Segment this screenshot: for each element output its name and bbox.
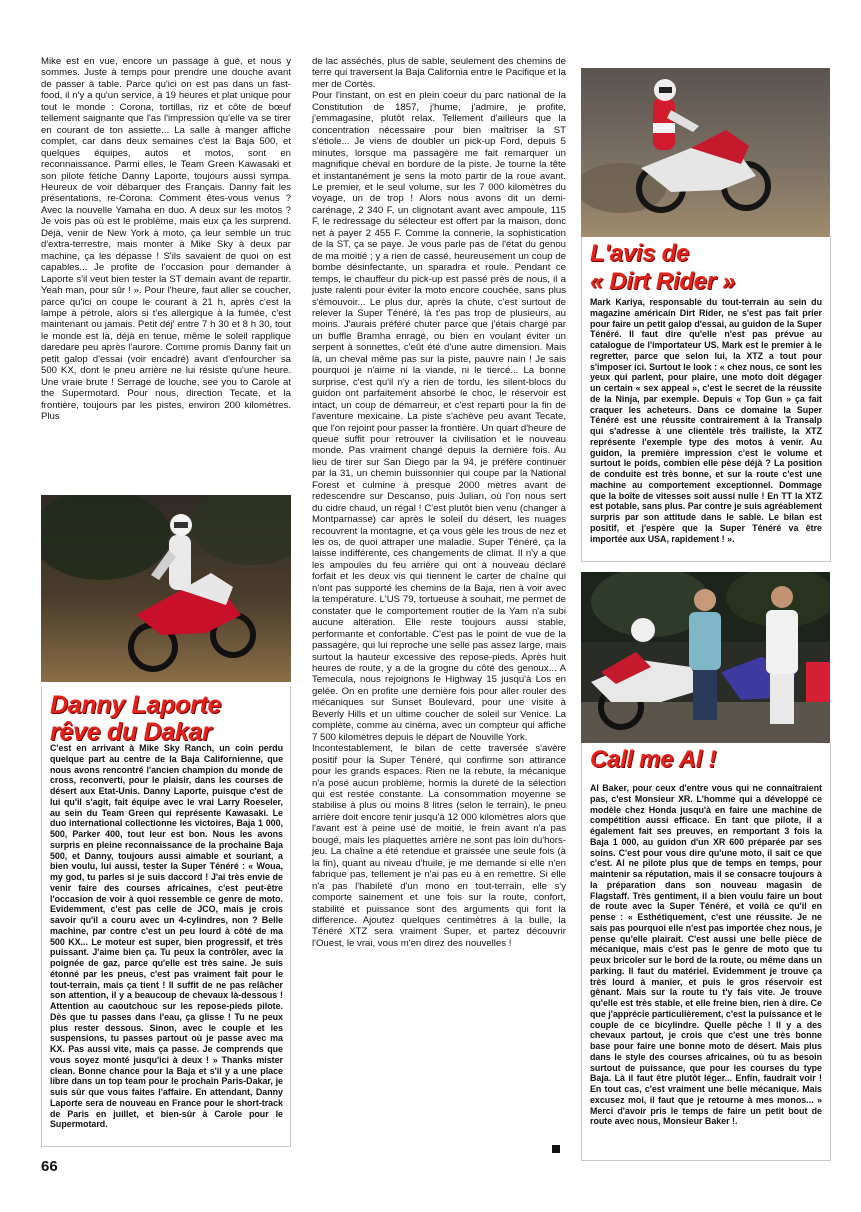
headline-line-1: L'avis de bbox=[590, 240, 690, 267]
headline-line-1: Danny Laporte bbox=[50, 691, 222, 719]
sidebar-laporte-text: C'est en arrivant à Mike Sky Ranch, un coin perdu quelque part au centre de la Baja Californienne, que nous avons rencontré l'ancien champion du monde de cross, reconverti, pour le plaisir, dans les courses de désert aux Etat-Unis. Danny Laporte, puisque c'est de lui qu'il s'agit, fait équipe avec le vrai Larry Roeseler, au sein du Team Green qui représente Kawasaki. Le duo international collectionne les victoires, Baja 1 000, 500, Parker 400, tout leur est bon. Nous les avons surpris en pleine reconnaissance de la prochaine Baja 500, et Danny, toujours aussi aimable et souriant, a bien voulu, lui aussi, tester la Super Ténéré : « Woua, my god, tu parles si je suis daccord ! J'ai très envie de venir faire des courses africaines, c'est peut-être l'occasion de voir à quoi ressemble ce genre de moto. Evidemment, c'est pas celle de JCO, mais je crois savoir qu'il a couru avec un 4-cylindres, non ? Belle machine, par contre c'est un peu lourd à côté de ma 500 KX... Le moteur est super, bien progressif, et très puissant. J'aime bien ça. Tu peux la contrôler, avec la poignée de gaz, parce qu'elle est très saine. Je suis étonné par les pneus, c'est pas vraiment fait pour le tout-terrain, mais ça tient ! Il suffit de ne pas relâcher son attention, il y a beaucoup de chevaux là-dessous ! Attention au caoutchouc sur les repose-pieds pilote. Dès que tu passes dans l'eau, ça glisse ! Tu ne peux plus rester dessous. Sinon, avec le couple et les suspensions, tu passes partout où je passe avec ma KX. Pas aussi vite, mais ça passe. Je comprends que vous soyez monté jusqu'ici à deux ! » Thanks mister clean. Bonne chance pour la Baja et s'il y a une place libre dans un top team pour le prochain Paris-Dakar, je suis sûr que vous faites l'affaire. En attendant, Danny Laporte sera de nouveau en France pour le short-track de Paris en juillet, et bien-sûr à Carole pour le Supermotard. bbox=[50, 743, 283, 1130]
headline-danny-laporte bbox=[50, 692, 290, 746]
sidebar-dirt-rider bbox=[590, 297, 822, 544]
article-paragraph: de lac asséchés, plus de sable, seulement des chemins de terre qui traversent la Baja California entre le Pacifique et la mer de Cortès. bbox=[312, 56, 566, 90]
photo-mark-kariya-riding bbox=[581, 68, 830, 237]
photo-al-baker-group bbox=[581, 572, 830, 743]
article-paragraph: Pour l'instant, on est en plein coeur du parc national de la Constitution de 1857, j'hume, j'admire, je profite, j'emmagasine, plutôt relax. Tellement d'ailleurs que la concentration nécessaire pour bien maîtriser la ST s'étiole... Je viens de doubler un pick-up Ford, depuis 5 minutes, lorsque ma passagère me fait remarquer un magnifique cheval en bordure de la piste. Je tourne la tête et instantanément je sens la moto partir de la roue avant. Le premier, et le seul volume, sur les 7 000 kilomètres du voyage, un de trop ! Alors nous avons dit un demi-carénage, 2 340 F, un clignotant avant avec ampoule, 115 F, le redressage du sélecteur est offert par la maison, donc net à payer 2 455 F. Comme la connerie, la sophistication de la ST, ça se paye. Je vous parle pas de l'état du genou de ma moitié ; y a rien de cassé, heureusement un coup de bombe désinfectante, un sparadra et roule. Pendant ce temps, le chauffeur du pick-up est passé près de nous, il a juste ralenti pour éviter la moto encore couchée, sans plus s'émouvoir... Le plus dur, après la chute, c'est surtout de relever la Super Ténéré, là t'es pas trop de plusieurs, au moins. J'aurais préféré chuter parce que j'étais chargé par un buffle Bramha enragé, ou bien en voulant éviter un serpent à sonnettes, c'eût été d'une autre dimension. Mais là, un cheval même pas sur la piste, pauvre nain ! Je sais pourquoi je n'aime ni la viande, ni le tiercé... La bonne surprise, c'est qu'il n'y a rien de tordu, les silent-blocs du guidon ont parfaitement absorbé le choc, le réservoir est intact, un coup de démarreur, et c'est reparti pour la fin de l'aventure mexicaine. La piste s'achève peu avant Tecate, que l'on rejoint pour passer la frontière. Un quart d'heure de queue suffit pour retrouver la civilisation et le nouveau monde. Pas vraiment changé depuis la dernière fois. Au lieu de tirer sur San Diego par la 94, je préfère continuer par la 31, un chemin buissonnier qui coupe par la National Forest et culmine à presque 2000 mètres avant de redescendre sur Descanso, puis Julian, où l'on nous sert du cidre chaud, un régal ! C'est plutôt bien venu (changer à Montparnasse) car après le soleil du désert, les nuages recouvrent la montagne, et ça vous gèle les trous de nez et les os, de quoi attraper une maladie. Super Ténéré, ça la laisse indifférente, ces changements de climat. Il n'y a que les ampoules du feu arrière qui ont à nouveau déclaré forfait et les deux vis qui tiennent le carter de chaîne qui n'ont pas supporté les chemins de la Baja, rien à voir avec la température. L'US 79, tortueuse à souhait, me permet de constater que le comportement routier de la Yam n'a subi aucune altération. Elle reste toujours aussi stable, performante et confortable. C'est pas le point de vue de la passagère, qui lui reproche une selle pas assez large, mais surtout la hauteur excessive des repose-pieds. Après huit heures de route, y a de la grogne du côté des genoux... A Temecula, nous rejoignons le Highway 15 jusqu'à Los en gelée. On en profite une dernière fois pour aller rouler des mécaniques sur Sunset Boulevard, pour une visite à Beverly Hills et un ultime coucher de soleil sur Venice. La complète, comme au cinéma, avec un compteur qui affiche 7 500 kilomètres depuis le départ de Nouville York. bbox=[312, 90, 566, 743]
sidebar-dirt-rider-text: Mark Kariya, responsable du tout-terrain au sein du magazine américain Dirt Rider, ne s'est pas fait prier pour faire un petit galop d'essai, au guidon de la Super Ténéré. Il faut dire qu'elle n'est pas prévue au catalogue de l'importateur US. Mark est le premier à le regretter, parce que selon lui, la XTZ a tout pour s'imposer ici. Surtout le look : « chez nous, ce sont les yeux qui parlent, pour plaire, une moto doit dégager un certain « sex appeal », c'est le secret de la réussite de la Ninja, par exemple. Depuis « Top Gun » ça fait craquer les acheteurs. Dans ce domaine la Super Ténéré est une réussite contrairement à la Transalp qui s'adresse à une clientèle très trailiste, la XTZ représente l'exemple type des motos à venir. Au guidon, la première impression c'est le volume et surtout le poids, combien elle pèse déjà ? La position de conduite est très bonne, et sur la route c'est une machine au comportement exceptionnel. Dommage que la boîte de vitesses soit aussi nulle ! En TT la XTZ est potable, sans plus. Par contre je suis agréablement surpris par son attitude dans le sable. Le bilan est positif, et j'espère que la Super Ténéré va être importée aux USA, rapidement ! ». bbox=[590, 297, 822, 544]
article-column-2 bbox=[312, 56, 566, 949]
article-text-col1: Mike est en vue, encore un passage à gué, et nous y sommes. Juste à temps pour prendre une douche avant de passer à table. Parce qu'ici on est pas dans un fast-food, il n'y a qu'un service, à 19 heures et plat unique pour tout le monde : Corona, tortillas, riz et côte de bœuf tellement saignante que l'as l'impression qu'elle va se tirer en courant de ton assiette... La salle à manger affiche complet, car dans deux semaines c'est la Baja 500, et quelques équipes, autos et motos, sont en reconnaissance. Parmi elles, le Team Green Kawasaki et son pilote fétiche Danny Laporte, toujours aussi sympa. Heureux de voir débarquer des Français. Danny fait les présentations, re-Corona. Comment êtes-vous venus ? Avec la nouvelle Yamaha en duo. A deux sur les motos ? Je vois pas où est le problème, mais eux ça les surprend. Déjà, venir de New York à moto, ça leur semble un truc d'extra-terrestre, mais monter à Mike Sky à deux par machine, ça les dépasse ! S'ils savaient de quoi on est capables... Je profite de l'occasion pour demander à Laporte s'il veut bien tester la ST demain avant de repartir. Yeah man, pour sûr ! ». Pour l'heure, faut aller se coucher, parce qu'ici on coupe le courant à 21 h, après c'est la lampe à pétrole, alors si t'es allergique à la fumée, c'est maintenant ou jamais. Petit déj' entre 7 h 30 et 8 h 30, tout le monde est là, déjà en tenue, même le soleil rapplique daredare peu après l'aurore. Comme promis Danny fait un petit galop d'essai (voir encadré) avant d'enfourcher sa 500 KX, dont le pneu arrière ne lui résiste qu'une heure. Une vraie brute ! Serrage de louche, see you to Carole at the Supermotard. Pour nous, direction Tecate, et la frontière, toujours par les pistes, environ 200 kilomètres. Plus bbox=[41, 56, 291, 423]
photo-danny-laporte-riding bbox=[41, 495, 291, 682]
headline-line-2: « Dirt Rider » bbox=[590, 268, 736, 295]
headline-call-me-al: Call me Al ! bbox=[590, 746, 717, 773]
article-column-1 bbox=[41, 56, 291, 423]
sidebar-laporte bbox=[50, 743, 283, 1130]
headline-avis-dirt-rider bbox=[590, 240, 830, 296]
page-number: 66 bbox=[41, 1158, 58, 1175]
sidebar-call-me-al bbox=[590, 783, 822, 1127]
article-paragraph: Incontestablement, le bilan de cette traversée s'avère positif pour la Super Ténéré, qui confirme son attirance pour les grands espaces. Rien ne la rebute, la mécanique n'a posé aucun problème, hormis la dureté de la sélection qui est restée constante. La consommation moyenne se stabilise à plus ou moins 8 litres (selon le terrain), le pneu arrière doit encore tenir jusqu'à 12 000 kilomètres alors que l'avant est à peine usé de moitié, le frein avant n'a pas bougé, mais les plaquettes arrière ne sont pas loin du'hors-jeu. La chaîne a été retendue et graissée une seule fois (à la fin), quant au niveau d'huile, je me demande si elle n'en fabrique pas, tellement je n'ai pas eu à en remettre. Si elle n'a pas l'habileté d'un mono en tout-terrain, elle s'y comporte sainement et une fois sur la route, confort, stabilité et puissance sont des arguments qui font la différence. Ajoutez quelques centimètres à la bulle, la Ténéré XTZ sera vraiment Super, et partez découvrir l'Ouest, le vrai, vous m'en direz des nouvelles ! bbox=[312, 743, 566, 949]
sidebar-call-me-al-text: Al Baker, pour ceux d'entre vous qui ne connaîtraient pas, c'est Monsieur XR. L'homme qui a développé ce modèle chez Honda jusqu'à en faire une machine de compétition aussi efficace. En tant que pilote, il a également fait ses preuves, en remportant 3 fois la Baja 1 000, au guidon d'un XR 600 préparée par ses soins. C'est pour vous dire qu'une moto, il sait ce que c'est. Al ne pilote plus que de temps en temps, pour maintenir sa réputation, mais il se consacre toujours à la préparation dans son nouveau magasin de Flagstaff. Très gentiment, il a bien voulu faire un bout de route avec la Super Ténéré, et voilà ce qu'il en pense : « Esthétiquement, c'est une réussite. Je ne sais pas pourquoi elle n'est pas importée chez nous, je pense qu'elle plairait. C'est aussi une belle pièce de mécanique, mais c'est pas le genre de moto que tu peux bricoler sur le bord de la route, ou même dans un parking. Il faut du matériel. Evidemment je trouve ça très lourd à manier, et puis le gros réservoir est gênant. Mais sur la route tu t'y fais vite. Je trouve qu'elle est très stable, et elle freine bien, rien à dire. Ce que j'apprécie particulièrement, c'est la puissance et le couple de ce bicylindre. Quelle pêche ! Il y a des chevaux partout, je crois que c'est une très bonne base pour faire une bonne moto de désert. Mais plus dans le style des courses africaines, où tu as besoin surtout de puissance, que pour les courses du type Baja. Là il faut être plutôt léger... Enfin, faudrait voir ! En tout cas, c'est vraiment une belle mécanique. Mais excusez moi, il faut que je retourne à mes monos... » Merci d'avoir pris le temps de faire un petit bout de route avec nous, Monsieur Baker !. bbox=[590, 783, 822, 1127]
headline-line-2: rêve du Dakar bbox=[50, 718, 212, 746]
article-end-mark bbox=[552, 1145, 560, 1153]
